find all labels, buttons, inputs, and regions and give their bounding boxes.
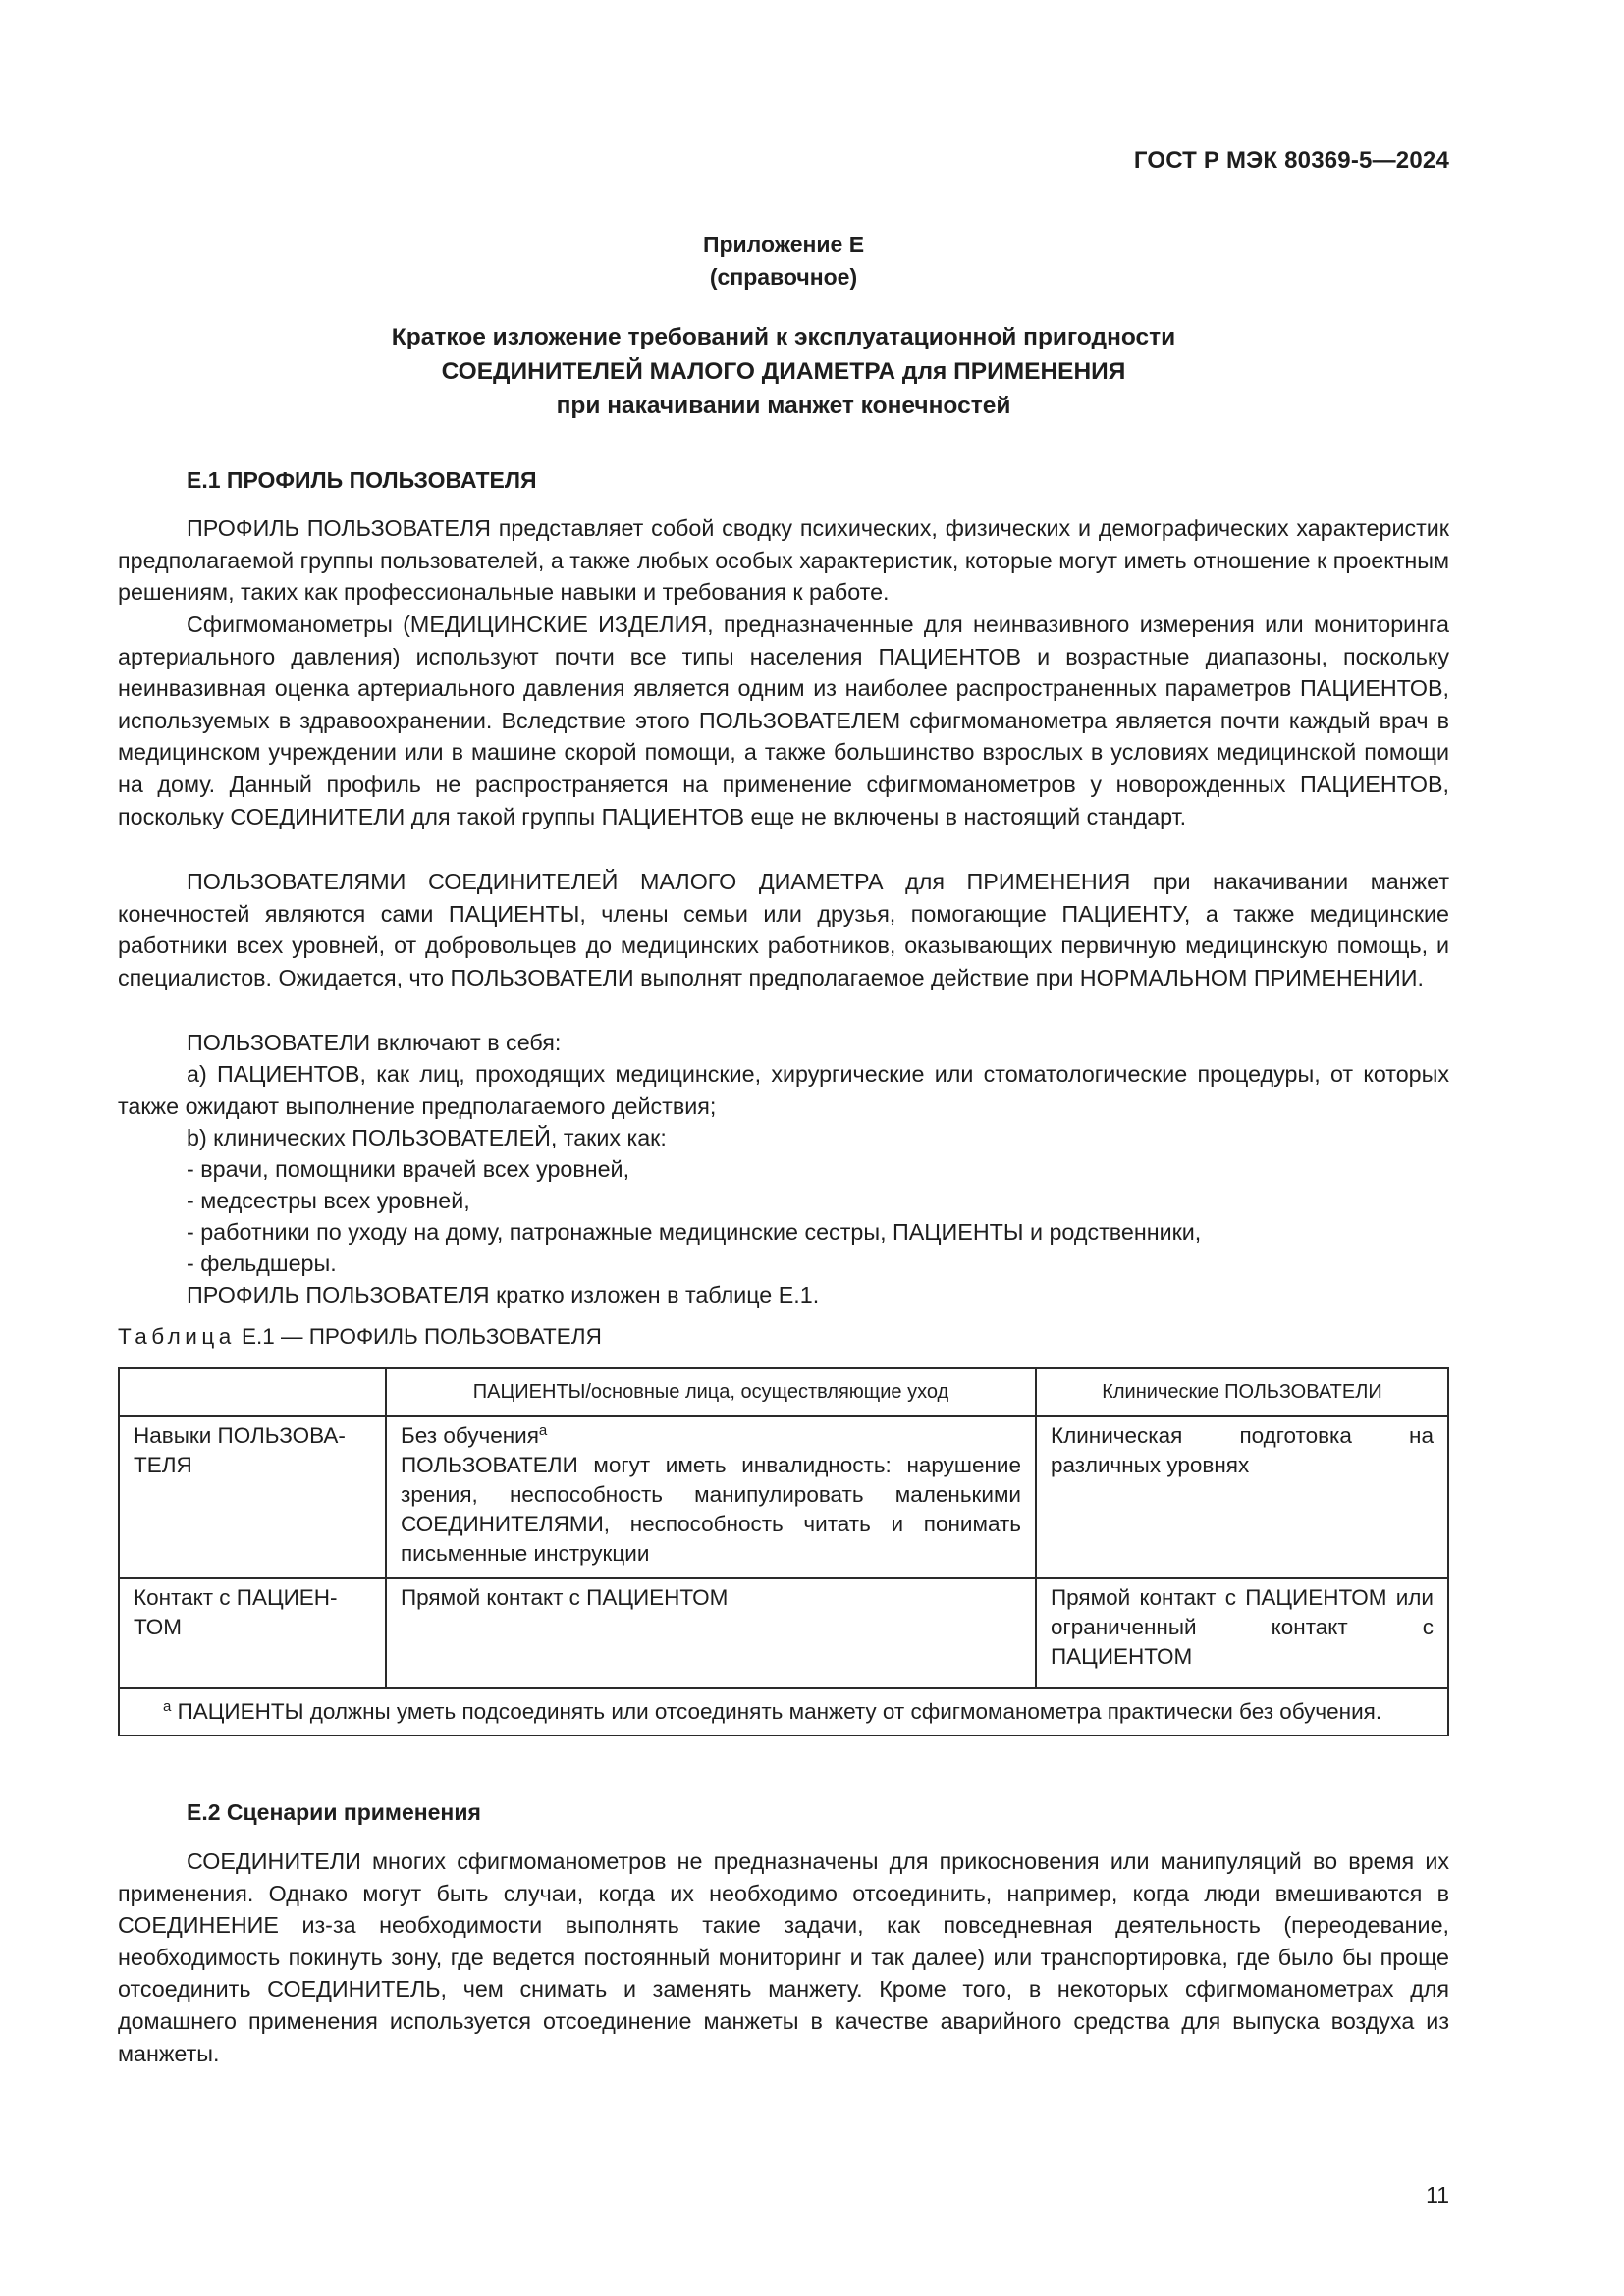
annex-label: Приложение Е bbox=[702, 232, 865, 257]
list-item-b: b) клинических ПОЛЬЗОВАТЕЛЕЙ, таких как: bbox=[187, 1125, 667, 1150]
page-number: 11 bbox=[1426, 2182, 1449, 2208]
no-training-text: Без обучения bbox=[401, 1423, 539, 1448]
users-include-line: ПОЛЬЗОВАТЕЛИ включают в себя: bbox=[187, 1030, 562, 1055]
paragraph-sphygmomanometers: Сфигмоманометры (МЕДИЦИНСКИЕ ИЗДЕЛИЯ, предназначенные для неинвазивного измерения или мониторинга артериального давления) используют почти все типы населения ПАЦИЕНТОВ и возрастные диапазоны, поскольку неинвазивная оценка артериального давления является одним из наиболее распространенных параметров ПАЦИЕНТОВ, используемых в здравоохранении. Вследствие этого ПОЛЬЗОВАТЕЛЕМ сфигмоманометра является почти каждый врач в медицинском учреждении или в машине скорой помощи, а также большинство взрослых в условиях медицинской помощи на дому. Данный профиль не распространяется на применение сфигмоманометров у новорожденных ПАЦИЕНТОВ, поскольку СОЕДИНИТЕЛИ для такой группы ПАЦИЕНТОВ еще не включены в настоящий стандарт. bbox=[118, 612, 1449, 829]
table-header-patients: ПАЦИЕНТЫ/основные лица, осуществляющие уход bbox=[386, 1368, 1036, 1416]
paragraph-users-of-connectors: ПОЛЬЗОВАТЕЛЯМИ СОЕДИНИТЕЛЕЙ МАЛОГО ДИАМЕТРА для ПРИМЕНЕНИЯ при накачивании манжет конечностей являются сами ПАЦИЕНТЫ, члены семьи или друзья, помогающие ПАЦИЕНТУ, а также медицинские работники всех уровней, от добровольцев до медицинских работников, оказывающих первичную медицинскую помощь, и специалистов. Ожидается, что ПОЛЬЗОВАТЕЛИ выполнят предполагаемое действие при НОРМАЛЬНОМ ПРИМЕНЕНИИ. bbox=[118, 869, 1449, 990]
table-reference-line: ПРОФИЛЬ ПОЛЬЗОВАТЕЛЯ кратко изложен в таблице Е.1. bbox=[187, 1282, 820, 1308]
cell-clinical-contact: Прямой контакт с ПАЦИЕНТОМ или ограниченный контакт с ПАЦИЕНТОМ bbox=[1036, 1578, 1448, 1688]
footnote-mark: a bbox=[163, 1698, 172, 1715]
cell-patients-contact: Прямой контакт с ПАЦИЕНТОМ bbox=[386, 1578, 1036, 1688]
table-row bbox=[119, 1416, 1448, 1578]
title-line-1: Краткое изложение требований к эксплуатационной пригодности bbox=[391, 324, 1176, 350]
disability-text: ПОЛЬЗОВАТЕЛИ могут иметь инвалидность: нарушение зрения, неспособность манипулировать маленькими СОЕДИНИТЕЛЯМИ, неспособность читать и понимать письменные инструкции bbox=[401, 1453, 1021, 1566]
row-label-user-skills: Навыки ПОЛЬЗОВА-ТЕЛЯ bbox=[119, 1416, 386, 1578]
title-line-3: при накачивании манжет конечностей bbox=[556, 393, 1011, 419]
table-header-clinical-users: Клинические ПОЛЬЗОВАТЕЛИ bbox=[1036, 1368, 1448, 1416]
user-profile-table bbox=[118, 1367, 1449, 1736]
footnote-ref: a bbox=[538, 1422, 548, 1439]
table-row bbox=[119, 1578, 1448, 1688]
table-header-row bbox=[119, 1368, 1448, 1416]
footnote-text: ПАЦИЕНТЫ должны уметь подсоединять или отсоединять манжету от сфигмоманометра практически без обучения. bbox=[171, 1699, 1382, 1724]
table-footnote-row bbox=[119, 1688, 1448, 1735]
table-caption bbox=[118, 1324, 602, 1350]
table-header-empty bbox=[119, 1368, 386, 1416]
document-title bbox=[118, 320, 1449, 423]
title-line-2: СОЕДИНИТЕЛЕЙ МАЛОГО ДИАМЕТРА для ПРИМЕНЕНИЯ bbox=[441, 358, 1126, 385]
row-label-patient-contact: Контакт с ПАЦИЕН-ТОМ bbox=[119, 1578, 386, 1688]
paragraph-user-profile: ПРОФИЛЬ ПОЛЬЗОВАТЕЛЯ представляет собой сводку психических, физических и демографических характеристик предполагаемой группы пользователей, а также любых особых характеристик, которые могут иметь отношение к проектным решениям, таких как профессиональные навыки и требования к работе. bbox=[118, 515, 1449, 606]
dash-item-2: - медсестры всех уровней, bbox=[187, 1188, 470, 1213]
dash-item-4: - фельдшеры. bbox=[187, 1251, 337, 1276]
annex-heading bbox=[118, 229, 1449, 294]
standard-number: ГОСТ Р МЭК 80369-5—2024 bbox=[1133, 147, 1449, 174]
paragraph-usage-scenarios: СОЕДИНИТЕЛИ многих сфигмоманометров не предназначены для прикосновения или манипуляций во время их применения. Однако могут быть случаи, когда их необходимо отсоединить, например, когда люди вмешиваются в СОЕДИНЕНИЕ из-за необходимости выполнять такие задачи, как повседневная деятельность (переодевание, необходимость покинуть зону, где ведется постоянный мониторинг и так далее) или транспортировка, где было бы проще отсоединить СОЕДИНИТЕЛЬ, чем снимать и заменять манжету. Кроме того, в некоторых сфигмоманометрах для домашнего применения используется отсоединение манжеты в качестве аварийного средства для выпуска воздуха из манжеты. bbox=[118, 1848, 1449, 2066]
cell-clinical-skills: Клиническая подготовка на различных уровнях bbox=[1036, 1416, 1448, 1578]
table-caption-title: Е.1 — ПРОФИЛЬ ПОЛЬЗОВАТЕЛЯ bbox=[235, 1324, 602, 1349]
section-e1-heading: Е.1 ПРОФИЛЬ ПОЛЬЗОВАТЕЛЯ bbox=[187, 467, 537, 493]
table-caption-prefix: Таблица bbox=[118, 1324, 236, 1349]
section-e2-heading: Е.2 Сценарии применения bbox=[187, 1799, 481, 1825]
cell-patients-skills bbox=[386, 1416, 1036, 1578]
annex-kind: (справочное) bbox=[709, 264, 858, 290]
table-footnote bbox=[119, 1688, 1448, 1735]
dash-item-3: - работники по уходу на дому, патронажные медицинские сестры, ПАЦИЕНТЫ и родственники, bbox=[187, 1219, 1202, 1245]
list-item-a: a) ПАЦИЕНТОВ, как лиц, проходящих медицинские, хирургические или стоматологические процедуры, от которых также ожидают выполнение предполагаемого действия; bbox=[118, 1061, 1449, 1119]
dash-item-1: - врачи, помощники врачей всех уровней, bbox=[187, 1156, 630, 1182]
